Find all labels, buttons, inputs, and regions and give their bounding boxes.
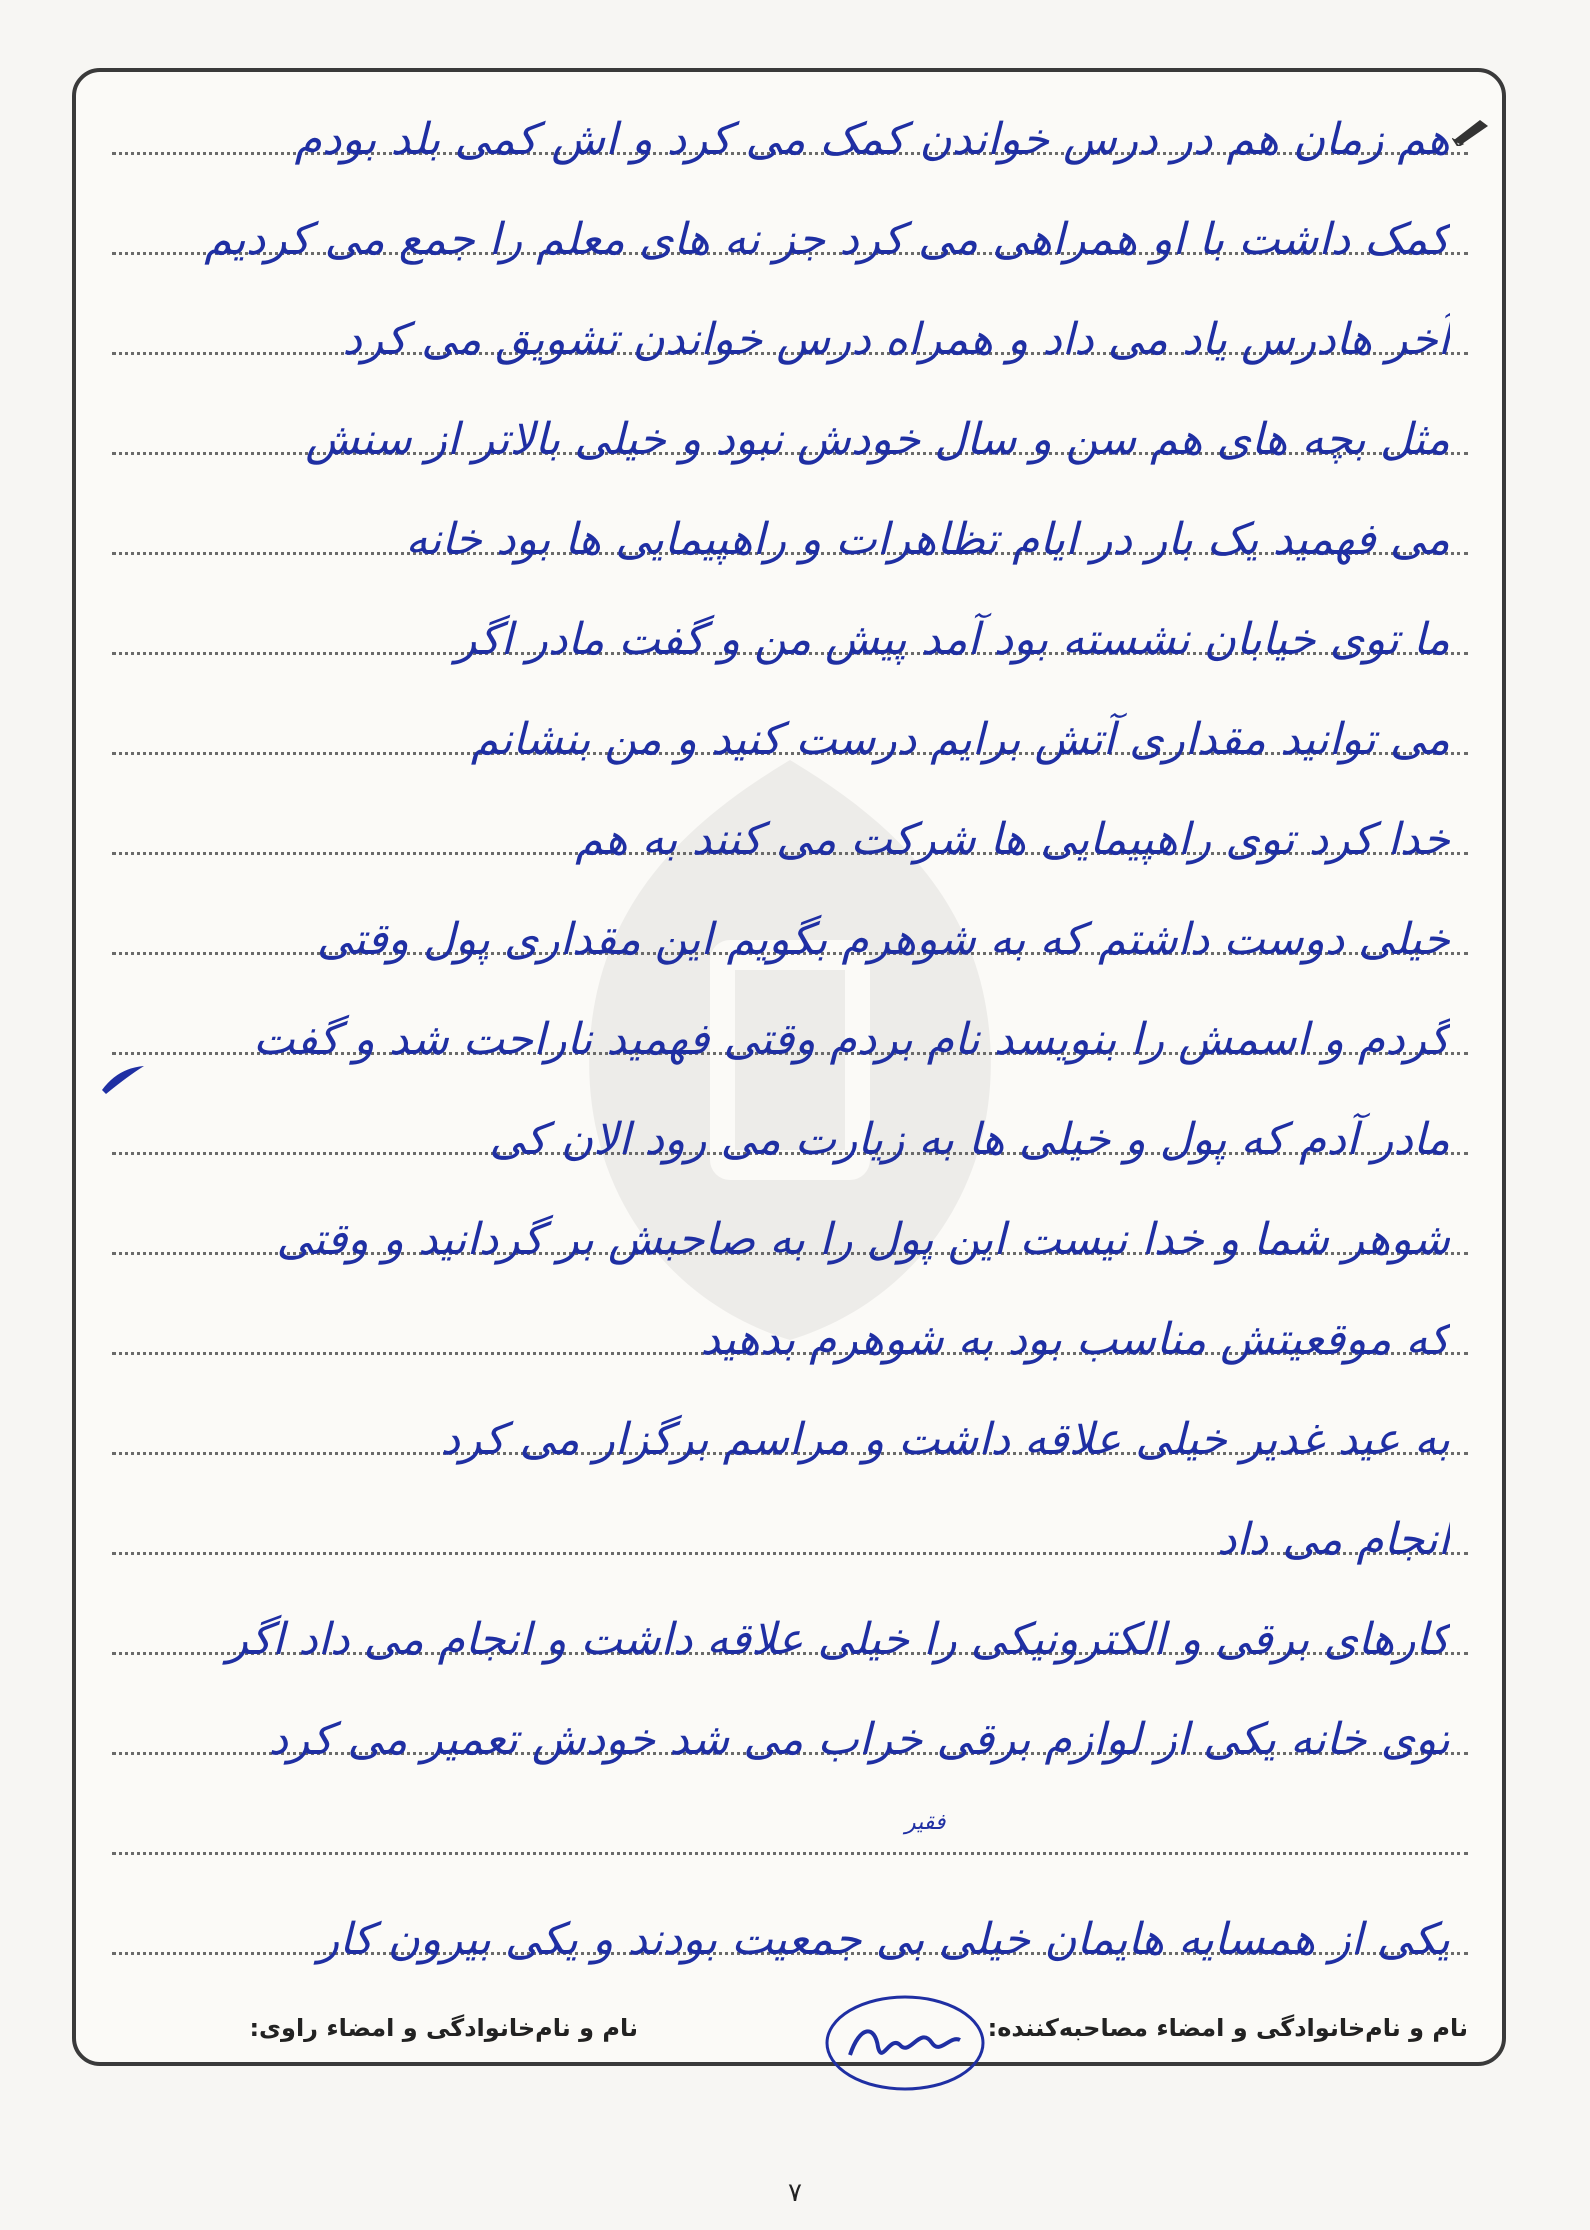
- footer-signature-row: [112, 2008, 1468, 2052]
- handwritten-line: کارهای برقی و الکترونیکی را خیلی علاقه داشت و انجام می داد اگر: [226, 1614, 1450, 1665]
- handwritten-line: یکی از همسایه هایمان خیلی بی جمعیت بودند و یکی بیرون کار: [317, 1914, 1450, 1965]
- ruled-line: [112, 1852, 1468, 1855]
- handwritten-line: خدا کرد توی راهپیمایی ها شرکت می کنند به هم: [575, 814, 1450, 865]
- page-number: ۷: [788, 2178, 802, 2208]
- handwritten-line: شوهر شما و خدا نیست این پول را به صاحبش بر گردانید و وقتی: [276, 1214, 1450, 1265]
- interviewer-signature-label: نام و نام‌خانوادگی و امضاء مصاحبه‌کننده:: [987, 2014, 1468, 2042]
- handwritten-line: کمک داشت با او همراهی می کرد جز نه های معلم را جمع می کردیم: [204, 214, 1450, 265]
- handwritten-line: مادر آدم که پول و خیلی ها به زیارت می رود الان کی: [489, 1114, 1450, 1165]
- handwritten-line: که موقعیتش مناسب بود به شوهرم بدهید: [700, 1314, 1450, 1365]
- handwritten-line: خیلی دوست داشتم که به شوهرم بگویم این مقداری پول وقتی: [316, 914, 1450, 965]
- handwritten-line: توی خانه یکی از لوازم برقی خراب می شد خودش تعمیر می کرد: [268, 1714, 1450, 1765]
- handwritten-line: گردم و اسمش را بنویسد نام بردم وقتی فهمید ناراحت شد و گفت: [253, 1014, 1450, 1065]
- handwritten-line: هم زمان هم در درس خواندن کمک می کرد و اش کمی بلد بودم: [294, 114, 1450, 165]
- narrator-signature-label: نام و نام‌خانوادگی و امضاء راوی:: [249, 2014, 638, 2042]
- margin-note: فقیر: [905, 1810, 946, 1835]
- signature: [820, 1985, 990, 2095]
- handwritten-line: آخر هادرس یاد می داد و همراه درس خواندن تشویق می کرد: [342, 314, 1450, 365]
- handwritten-line: ما توی خیابان نشسته بود آمد پیش من و گفت مادر اگر: [455, 614, 1450, 665]
- handwritten-line: به عید غدیر خیلی علاقه داشت و مراسم برگزار می کرد: [440, 1414, 1450, 1465]
- pen-icon: [1452, 116, 1492, 146]
- handwritten-line: انجام می داد: [1216, 1514, 1450, 1565]
- handwritten-line: می فهمید یک بار در ایام تظاهرات و راهپیمایی ها بود خانه: [405, 514, 1450, 565]
- handwritten-line: می توانید مقداری آتش برایم درست کنید و من بنشانم: [470, 714, 1450, 765]
- handwritten-line: مثل بچه های هم سن و سال خودش نبود و خیلی بالاتر از سنش: [305, 414, 1450, 465]
